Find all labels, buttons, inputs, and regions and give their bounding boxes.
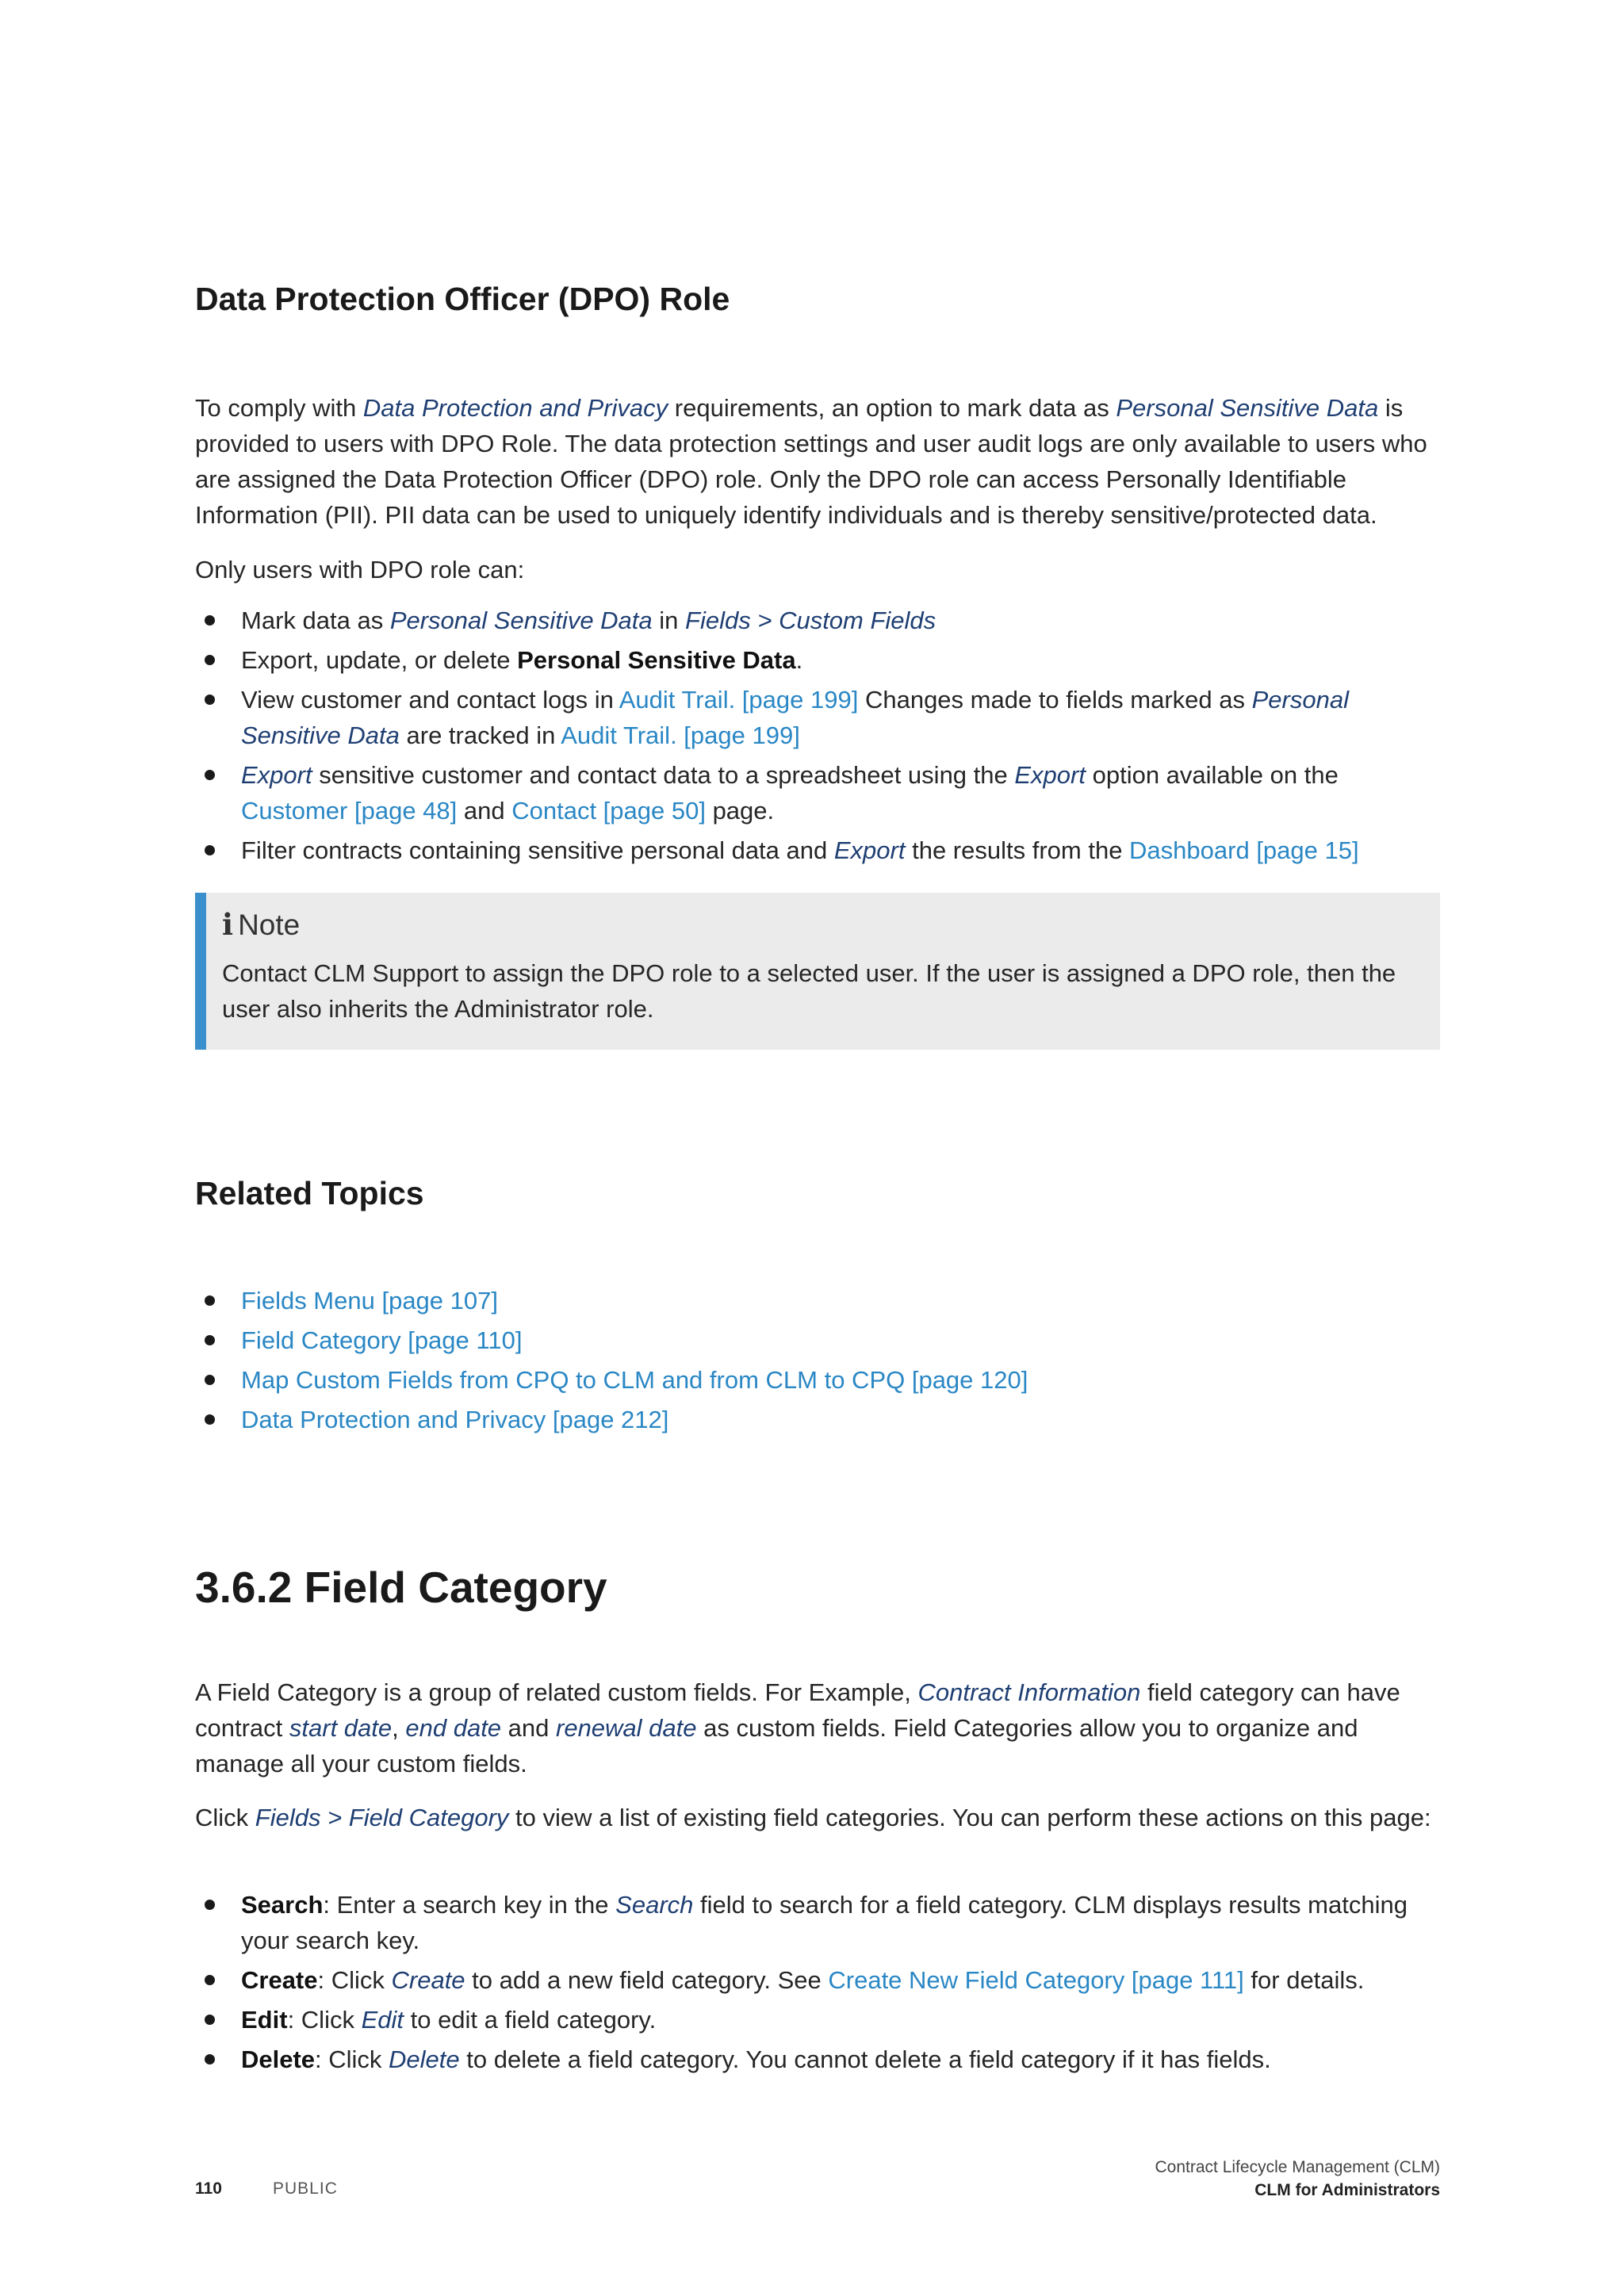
link-fields-menu[interactable]: Fields Menu [page 107] — [241, 1287, 498, 1314]
list-item — [195, 1362, 1440, 1398]
link-dashboard[interactable]: Dashboard [page 15] — [1129, 836, 1359, 864]
section-heading-related-topics: Related Topics — [195, 1175, 424, 1211]
list-item: View customer and contact logs in Audit Trail. [page 199] Changes made to fields marked as Personal Sensitive Data are tracked in Audit Trail. [page 199] — [195, 682, 1440, 753]
field-category-instructions: Click Fields > Field Category to view a list of existing field categories. You can perform these actions on this page: — [195, 1804, 1431, 1831]
list-item: Create: Click Create to add a new field category. See Create New Field Category [page 111] for details. — [195, 1962, 1440, 1998]
link-create-new-field-category[interactable]: Create New Field Category [page 111] — [828, 1966, 1244, 1994]
link-map-custom-fields[interactable]: Map Custom Fields from CPQ to CLM and from CLM to CPQ [page 120] — [241, 1366, 1028, 1394]
emphasis-data-protection-and-privacy: Data Protection and Privacy — [362, 394, 668, 422]
note-title: Note — [238, 909, 301, 941]
info-icon: i — [222, 907, 234, 942]
list-item — [195, 1402, 1440, 1437]
list-item: Edit: Click Edit to edit a field category. — [195, 2002, 1440, 2038]
note-header — [222, 905, 1424, 944]
note-body: Contact CLM Support to assign the DPO role to a selected user. If the user is assigned a DPO role, then the user also inherits the Administrator role. — [222, 959, 1396, 1023]
dpo-intro-paragraph: To comply with Data Protection and Privacy requirements, an option to mark data as Personal Sensitive Data is provided to users with DPO Role. The data protection settings and user audit logs are only available to users who are assigned the Data Protection Officer (DPO) role. Only the DPO role can access Personally Identifiable Information (PII). PII data can be used to uniquely identify individuals and is thereby sensitive/protected data. — [195, 394, 1427, 529]
list-item: Delete: Click Delete to delete a field category. You cannot delete a field category if it has fields. — [195, 2042, 1440, 2077]
chapter-heading-field-category: 3.6.2 Field Category — [195, 1563, 607, 1612]
note-box — [195, 893, 1440, 1050]
emphasis-personal-sensitive-data: Personal Sensitive Data — [1116, 394, 1379, 422]
document-subtitle: CLM for Administrators — [1254, 2181, 1440, 2199]
document-title: Contract Lifecycle Management (CLM) — [1155, 2158, 1440, 2176]
link-audit-trail-2[interactable]: Audit Trail. [page 199] — [561, 721, 800, 749]
document-footer-title — [1155, 2156, 1440, 2202]
classification-label: PUBLIC — [273, 2179, 338, 2198]
field-category-intro: A Field Category is a group of related custom fields. For Example, Contract Information field category can have contract start date, end date and renewal date as custom fields. Field Categories allow you to organize and manage all your custom fields. — [195, 1678, 1400, 1777]
list-item — [195, 1283, 1440, 1318]
link-data-protection-privacy[interactable]: Data Protection and Privacy [page 212] — [241, 1406, 669, 1433]
dpo-lead-in: Only users with DPO role can: — [195, 556, 525, 584]
related-topics-list — [195, 1283, 1440, 1441]
list-item: Export sensitive customer and contact data to a spreadsheet using the Export option available on the Customer [page 48] and Contact [page 50] page. — [195, 757, 1440, 828]
list-item — [195, 1322, 1440, 1358]
list-item: Filter contracts containing sensitive personal data and Export the results from the Dashboard [page 15] — [195, 832, 1440, 868]
link-contact[interactable]: Contact [page 50] — [511, 797, 706, 825]
link-customer[interactable]: Customer [page 48] — [241, 797, 458, 825]
list-item: Export, update, or delete Personal Sensitive Data. — [195, 642, 1440, 678]
dpo-capabilities-list — [195, 603, 1440, 872]
link-field-category[interactable]: Field Category [page 110] — [241, 1326, 523, 1354]
list-item: Mark data as Personal Sensitive Data in Fields > Custom Fields — [195, 603, 1440, 638]
field-category-actions-list — [195, 1887, 1440, 2081]
list-item: Search: Enter a search key in the Search field to search for a field category. CLM displays results matching your search key. — [195, 1887, 1440, 1958]
link-audit-trail[interactable]: Audit Trail. [page 199] — [619, 686, 859, 714]
page-number: 110 — [195, 2179, 222, 2198]
section-heading-dpo: Data Protection Officer (DPO) Role — [195, 281, 730, 317]
